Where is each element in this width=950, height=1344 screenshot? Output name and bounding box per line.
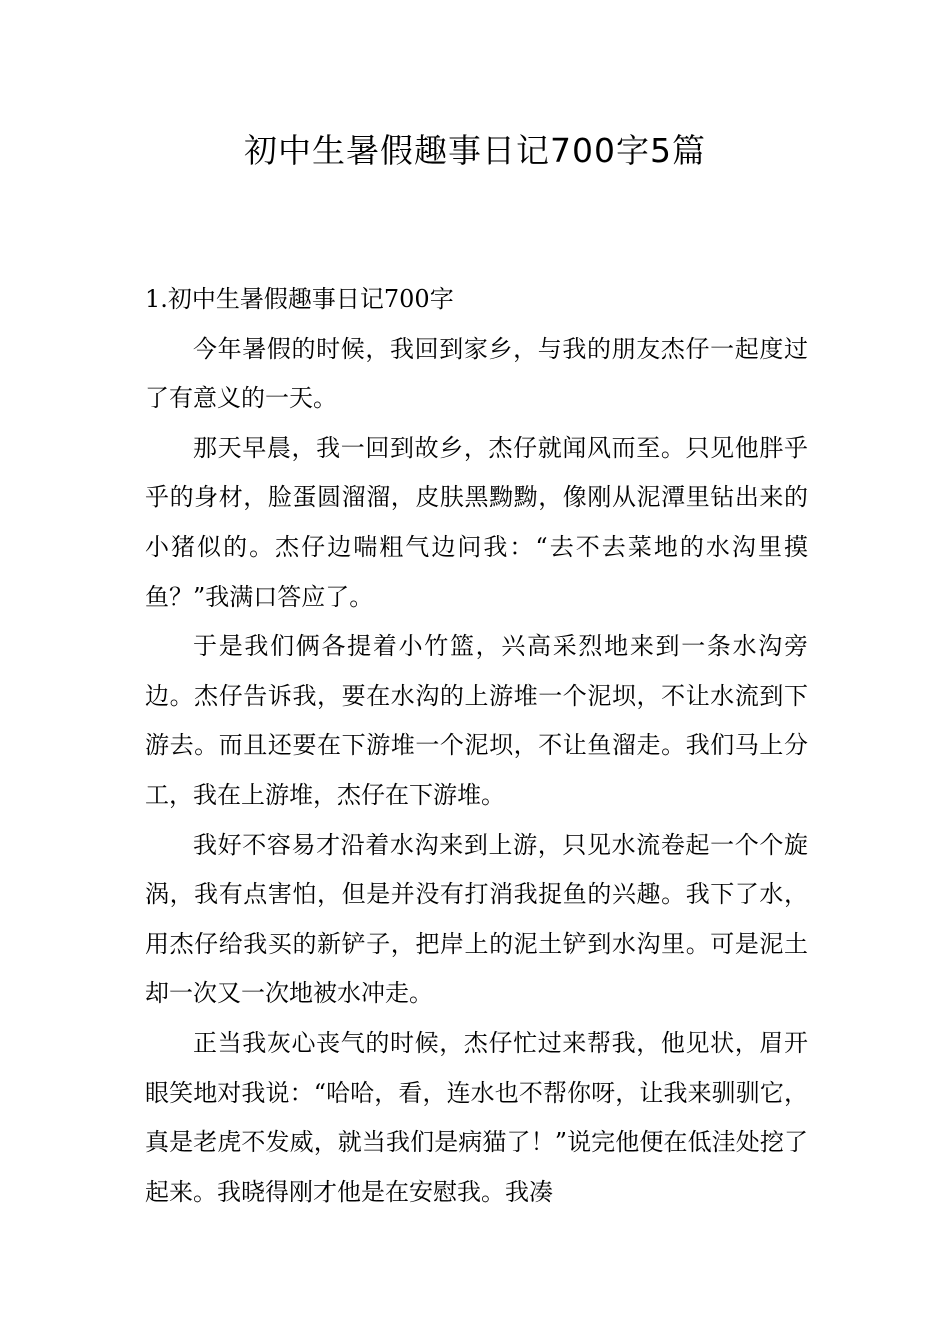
document-body — [145, 275, 808, 1217]
paragraph-2: 那天早晨，我一回到故乡，杰仔就闻风而至。只见他胖乎乎的身材，脸蛋圆溜溜，皮肤黑黝黝，像刚从泥潭里钻出来的小猪似的。杰仔边喘粗气边问我：“去不去菜地的水沟里摸鱼？”我满口答应了。 — [145, 433, 808, 611]
paragraph-3: 于是我们俩各提着小竹篮，兴高采烈地来到一条水沟旁边。杰仔告诉我，要在水沟的上游堆一个泥坝，不让水流到下游去。而且还要在下游堆一个泥坝，不让鱼溜走。我们马上分工，我在上游堆，杰仔在下游堆。 — [145, 632, 808, 809]
document-title: 初中生暑假趣事日记700字5篇 — [244, 131, 706, 170]
paragraph-1: 今年暑假的时候，我回到家乡，与我的朋友杰仔一起度过了有意义的一天。 — [145, 334, 808, 413]
paragraph-4: 我好不容易才沿着水沟来到上游，只见水流卷起一个个旋涡，我有点害怕，但是并没有打消我捉鱼的兴趣。我下了水，用杰仔给我买的新铲子，把岸上的泥土铲到水沟里。可是泥土却一次又一次地被水冲走。 — [145, 830, 808, 1008]
paragraph-5: 正当我灰心丧气的时候，杰仔忙过来帮我，他见状，眉开眼笑地对我说：“哈哈，看，连水也不帮你呀，让我来驯驯它，真是老虎不发威，就当我们是病猫了！”说完他便在低洼处挖了起来。我晓得刚才他是在安慰我。我凑 — [145, 1028, 808, 1206]
section-heading: 1.初中生暑假趣事日记700字 — [145, 285, 454, 313]
